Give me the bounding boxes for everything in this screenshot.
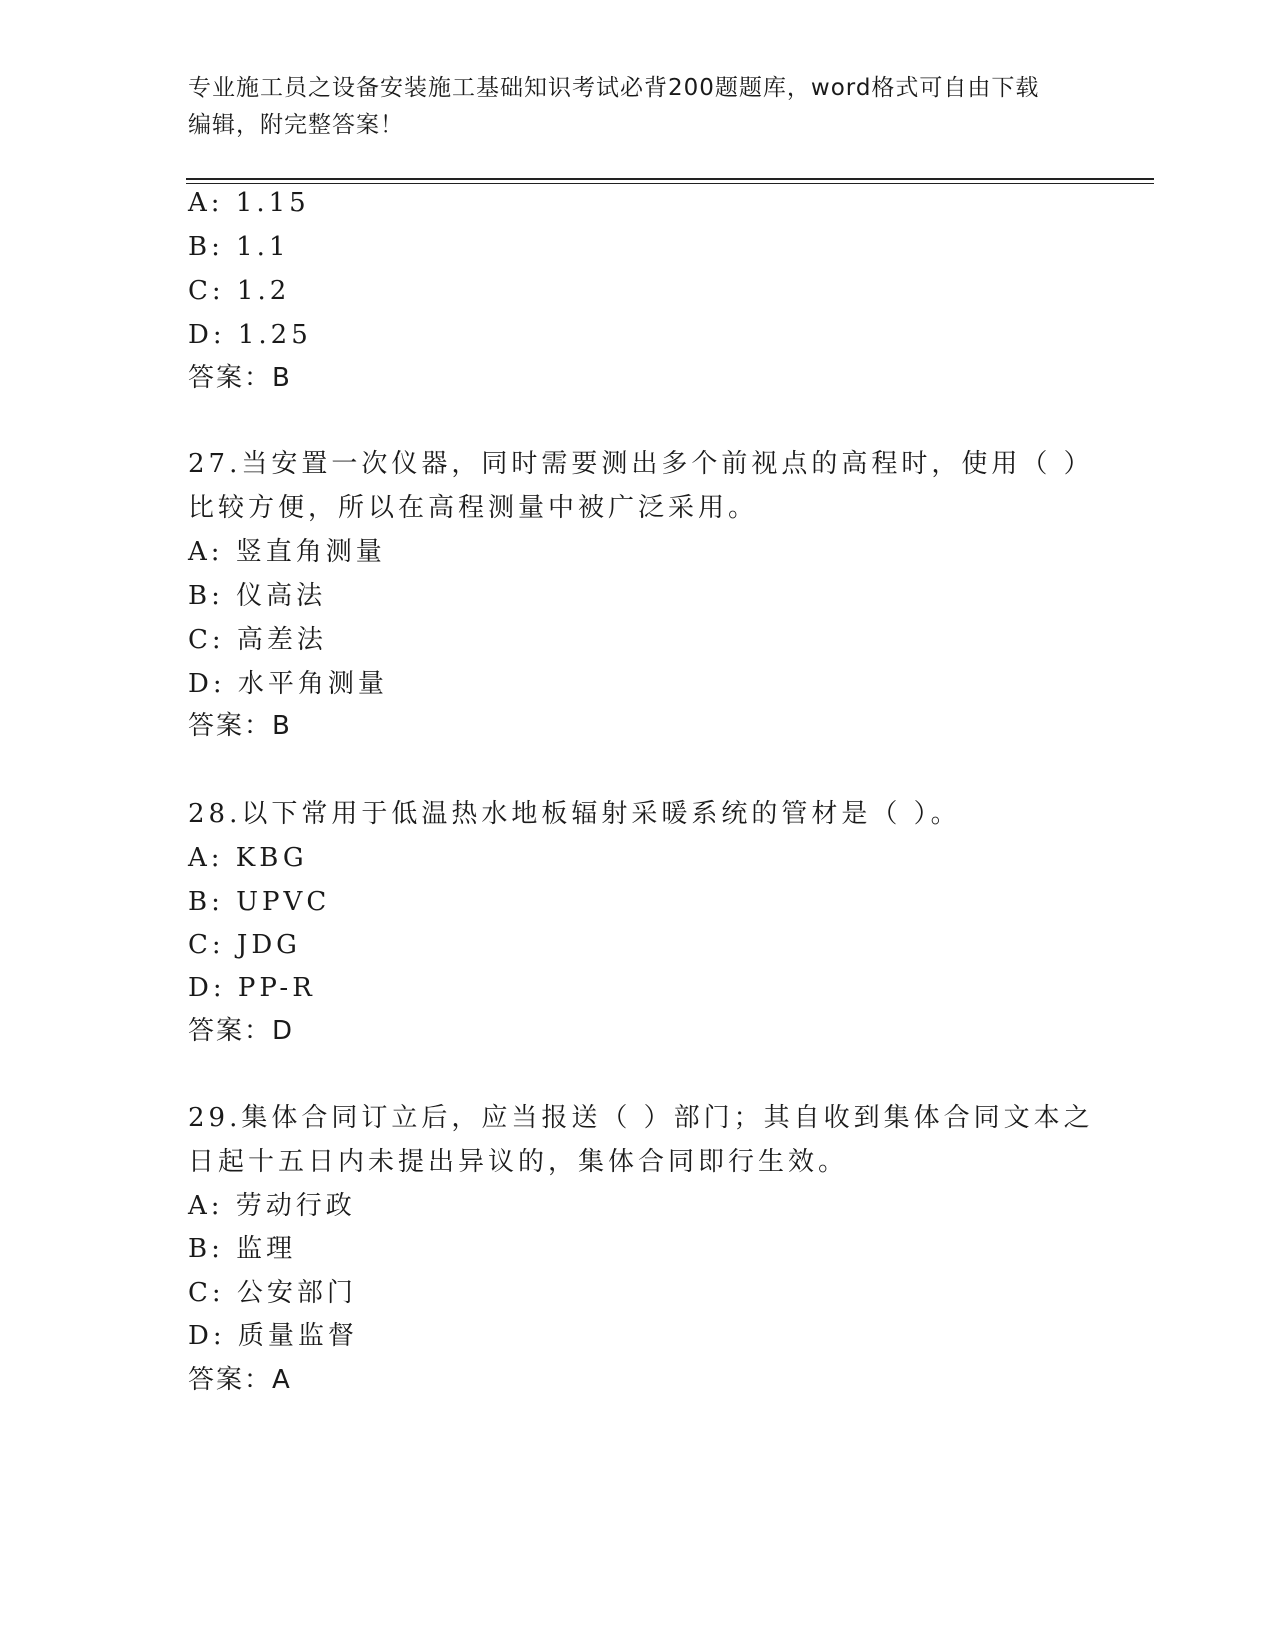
q26-option-c: C: 1.2	[188, 276, 291, 306]
q27-option-a: A: 竖直角测量	[188, 537, 386, 567]
document-header	[188, 70, 1088, 144]
header-divider-thin	[186, 183, 1154, 184]
q29-option-c: C: 公安部门	[188, 1278, 357, 1308]
q27-answer: 答案：B	[188, 711, 292, 741]
q27-stem-line-2: 比较方便，所以在高程测量中被广泛采用。	[188, 493, 759, 523]
q29-stem-line-1: 29.集体合同订立后，应当报送（ ）部门；其自收到集体合同文本之	[188, 1103, 1094, 1133]
header-line-2: 编辑，附完整答案！	[188, 112, 404, 138]
q28-answer: 答案：D	[188, 1016, 295, 1046]
q28-option-b: B: UPVC	[188, 887, 331, 917]
q29-stem-line-2: 日起十五日内未提出异议的，集体合同即行生效。	[188, 1147, 849, 1177]
q28-option-d: D: PP-R	[188, 973, 316, 1003]
q27-stem-line-1: 27.当安置一次仪器，同时需要测出多个前视点的高程时，使用（ ）	[188, 449, 1094, 479]
q26-answer: 答案：B	[188, 363, 292, 393]
q28-option-a: A: KBG	[188, 843, 308, 873]
q26-option-a: A: 1.15	[188, 188, 310, 218]
q27-option-c: C: 高差法	[188, 625, 327, 655]
q29-option-b: B: 监理	[188, 1234, 297, 1264]
q28-option-c: C: JDG	[188, 930, 301, 960]
q26-option-b: B: 1.1	[188, 232, 290, 262]
q27-option-d: D: 水平角测量	[188, 669, 388, 699]
q28-stem-line-1: 28.以下常用于低温热水地板辐射采暖系统的管材是（ ）。	[188, 799, 961, 829]
q29-option-a: A: 劳动行政	[188, 1191, 356, 1221]
q29-answer: 答案：A	[188, 1365, 292, 1395]
header-line-1: 专业施工员之设备安装施工基础知识考试必背200题题库，word格式可自由下载	[188, 75, 1040, 101]
header-divider-thick	[186, 178, 1154, 180]
q27-option-b: B: 仪高法	[188, 581, 327, 611]
q26-option-d: D: 1.25	[188, 320, 312, 350]
q29-option-d: D: 质量监督	[188, 1321, 358, 1351]
